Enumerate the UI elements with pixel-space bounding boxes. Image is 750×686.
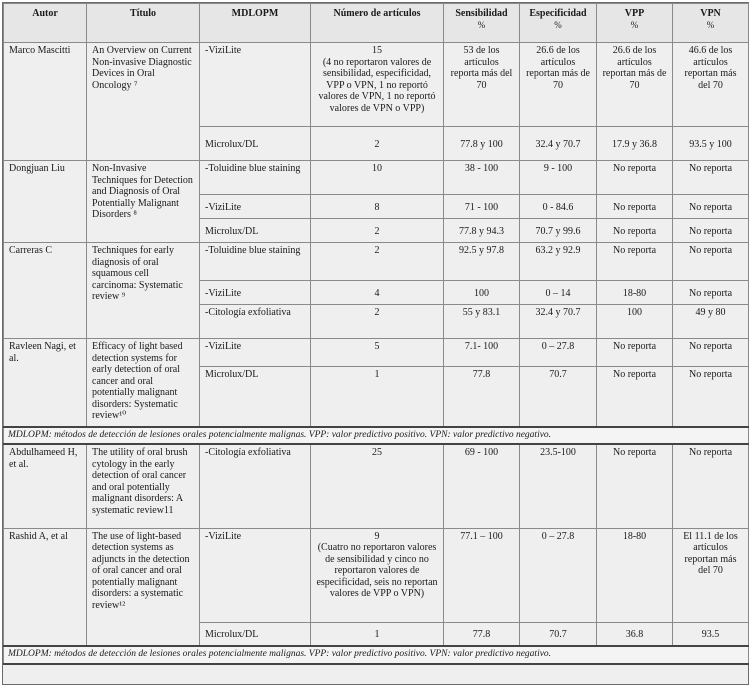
header-sensibilidad bbox=[444, 4, 520, 43]
cell-titulo: Non-Invasive Techniques for Detection and Diagnosis of Oral Potentially Malignant Disorders ⁸ bbox=[87, 161, 200, 243]
cell-especificidad: 70.7 y 99.6 bbox=[520, 219, 597, 243]
table-footnote: MDLOPM: métodos de detección de lesiones orales potencialmente malignas. VPP: valor predictivo positivo. VPN: valor predictivo negativo. bbox=[4, 646, 749, 664]
cell-especificidad: 63.2 y 92.9 bbox=[520, 243, 597, 281]
header-row bbox=[4, 4, 749, 43]
header-mdlopm: MDLOPM bbox=[200, 4, 311, 43]
cell-vpn: No reporta bbox=[673, 243, 749, 281]
table-row bbox=[4, 427, 749, 445]
cell-vpp: No reporta bbox=[597, 444, 673, 528]
cell-vpn: 46.6 de los artículos reportan más del 70 bbox=[673, 43, 749, 127]
cell-numero-note: (4 no reportaron valores de sensibilidad, especificidad, VPP o VPN, 1 no reportó valores de VPN, 1 no reportó valores de VPN o VPP) bbox=[318, 56, 436, 114]
cell-especificidad: 70.7 bbox=[520, 622, 597, 646]
cell-sensibilidad: 92.5 y 97.8 bbox=[444, 243, 520, 281]
header-numero: Número de artículos bbox=[311, 4, 444, 43]
cell-numero: 2 bbox=[311, 219, 444, 243]
cell-numero: 10 bbox=[311, 161, 444, 195]
cell-vpn: No reporta bbox=[673, 367, 749, 427]
header-autor: Autor bbox=[4, 4, 87, 43]
table-footnote: MDLOPM: métodos de detección de lesiones orales potencialmente malignas. VPP: valor predictivo positivo. VPN: valor predictivo negativo. bbox=[4, 427, 749, 445]
table-row bbox=[4, 444, 749, 528]
cell-numero bbox=[311, 43, 444, 127]
cell-vpn: 49 y 80 bbox=[673, 305, 749, 339]
cell-metodo: -Toluidine blue staining bbox=[200, 161, 311, 195]
cell-especificidad: 0 – 27.8 bbox=[520, 339, 597, 367]
header-especificidad-unit: % bbox=[554, 19, 562, 30]
cell-numero: 4 bbox=[311, 281, 444, 305]
header-vpp-label: VPP bbox=[624, 8, 645, 19]
cell-numero-value: 15 bbox=[372, 45, 382, 56]
cell-numero: 1 bbox=[311, 622, 444, 646]
cell-metodo: Microlux/DL bbox=[200, 219, 311, 243]
cell-vpp: 100 bbox=[597, 305, 673, 339]
cell-especificidad: 70.7 bbox=[520, 367, 597, 427]
cell-especificidad: 32.4 y 70.7 bbox=[520, 127, 597, 161]
cell-numero: 2 bbox=[311, 243, 444, 281]
cell-sensibilidad: 77.8 y 94.3 bbox=[444, 219, 520, 243]
cell-vpp: No reporta bbox=[597, 219, 673, 243]
cell-vpn: No reporta bbox=[673, 195, 749, 219]
cell-numero: 5 bbox=[311, 339, 444, 367]
cell-vpn: El 11.1 de los artículos reportan más del 70 bbox=[673, 528, 749, 622]
header-vpp-unit: % bbox=[630, 19, 639, 30]
cell-vpn: No reporta bbox=[673, 339, 749, 367]
cell-numero bbox=[311, 528, 444, 622]
cell-numero: 25 bbox=[311, 444, 444, 528]
cell-vpp: No reporta bbox=[597, 243, 673, 281]
cell-metodo: Microlux/DL bbox=[200, 367, 311, 427]
cell-numero-note: (Cuatro no reportaron valores de sensibilidad y cinco no reportaron valores de especificidad, seis no reportan valores de VPP o VPN) bbox=[316, 542, 438, 599]
cell-titulo: An Overview on Current Non-invasive Diagnostic Devices in Oral Oncology ⁷ bbox=[87, 43, 200, 161]
cell-titulo: Efficacy of light based detection systems for early detection of oral cancer and oral potentially malignant disorders: Systematic review¹⁰ bbox=[87, 339, 200, 427]
cell-numero: 8 bbox=[311, 195, 444, 219]
cell-metodo: Microlux/DL bbox=[200, 127, 311, 161]
header-especificidad bbox=[520, 4, 597, 43]
results-table bbox=[3, 3, 749, 665]
cell-sensibilidad: 69 - 100 bbox=[444, 444, 520, 528]
header-sensibilidad-unit: % bbox=[477, 19, 486, 30]
cell-vpp: No reporta bbox=[597, 195, 673, 219]
cell-sensibilidad: 77.8 bbox=[444, 367, 520, 427]
table-frame bbox=[2, 2, 749, 685]
cell-sensibilidad: 55 y 83.1 bbox=[444, 305, 520, 339]
cell-autor: Dongjuan Liu bbox=[4, 161, 87, 243]
cell-vpp: 18-80 bbox=[597, 528, 673, 622]
cell-especificidad: 0 – 27.8 bbox=[520, 528, 597, 622]
cell-vpp: 26.6 de los artículos reportan más de 70 bbox=[597, 43, 673, 127]
header-sensibilidad-label: Sensibilidad bbox=[455, 8, 508, 19]
cell-numero: 2 bbox=[311, 127, 444, 161]
cell-vpn: No reporta bbox=[673, 219, 749, 243]
cell-vpn: No reporta bbox=[673, 161, 749, 195]
cell-vpp: No reporta bbox=[597, 339, 673, 367]
cell-sensibilidad: 77.1 – 100 bbox=[444, 528, 520, 622]
cell-titulo: The use of light-based detection systems as adjuncts in the detection of oral cancer and oral potentially malignant disorders: a systematic review¹² bbox=[87, 528, 200, 646]
header-vpn bbox=[673, 4, 749, 43]
cell-metodo: -Citología exfoliativa bbox=[200, 305, 311, 339]
cell-metodo: -ViziLite bbox=[200, 528, 311, 622]
table-row bbox=[4, 528, 749, 622]
cell-vpp: 36.8 bbox=[597, 622, 673, 646]
table-row bbox=[4, 646, 749, 664]
cell-autor: Abdulhameed H, et al. bbox=[4, 444, 87, 528]
cell-metodo: -ViziLite bbox=[200, 195, 311, 219]
cell-sensibilidad: 38 - 100 bbox=[444, 161, 520, 195]
cell-especificidad: 0 – 14 bbox=[520, 281, 597, 305]
cell-titulo: Techniques for early diagnosis of oral squamous cell carcinoma: Systematic review ⁹ bbox=[87, 243, 200, 339]
cell-sensibilidad: 53 de los artículos reporta más del 70 bbox=[444, 43, 520, 127]
header-especificidad-label: Especificidad bbox=[529, 8, 587, 19]
cell-sensibilidad: 7.1- 100 bbox=[444, 339, 520, 367]
cell-vpp: No reporta bbox=[597, 161, 673, 195]
cell-autor: Rashid A, et al bbox=[4, 528, 87, 646]
table-row bbox=[4, 339, 749, 367]
cell-vpp: 17.9 y 36.8 bbox=[597, 127, 673, 161]
header-vpp bbox=[597, 4, 673, 43]
cell-vpn: No reporta bbox=[673, 444, 749, 528]
cell-sensibilidad: 100 bbox=[444, 281, 520, 305]
cell-vpn: No reporta bbox=[673, 281, 749, 305]
cell-especificidad: 26.6 de los artículos reportan más de 70 bbox=[520, 43, 597, 127]
cell-metodo: Microlux/DL bbox=[200, 622, 311, 646]
cell-sensibilidad: 77.8 bbox=[444, 622, 520, 646]
cell-especificidad: 0 - 84.6 bbox=[520, 195, 597, 219]
cell-metodo: -ViziLite bbox=[200, 339, 311, 367]
header-titulo: Título bbox=[87, 4, 200, 43]
cell-autor: Marco Mascitti bbox=[4, 43, 87, 161]
cell-especificidad: 32.4 y 70.7 bbox=[520, 305, 597, 339]
cell-especificidad: 23.5-100 bbox=[520, 444, 597, 528]
cell-metodo: -Toluidine blue staining bbox=[200, 243, 311, 281]
cell-vpn: 93.5 y 100 bbox=[673, 127, 749, 161]
cell-vpp: 18-80 bbox=[597, 281, 673, 305]
header-vpn-label: VPN bbox=[700, 8, 721, 19]
cell-numero: 1 bbox=[311, 367, 444, 427]
cell-numero: 2 bbox=[311, 305, 444, 339]
cell-titulo: The utility of oral brush cytology in the early detection of oral cancer and oral potentially malignant disorders: A systematic review11 bbox=[87, 444, 200, 528]
cell-vpp: No reporta bbox=[597, 367, 673, 427]
cell-autor: Carreras C bbox=[4, 243, 87, 339]
cell-metodo: -Citología exfoliativa bbox=[200, 444, 311, 528]
table-row bbox=[4, 161, 749, 195]
cell-autor: Ravleen Nagi, et al. bbox=[4, 339, 87, 427]
table-row bbox=[4, 243, 749, 281]
cell-metodo: -ViziLite bbox=[200, 281, 311, 305]
cell-vpn: 93.5 bbox=[673, 622, 749, 646]
cell-sensibilidad: 77.8 y 100 bbox=[444, 127, 520, 161]
cell-sensibilidad: 71 - 100 bbox=[444, 195, 520, 219]
cell-numero-value: 9 bbox=[374, 530, 380, 542]
table-row bbox=[4, 43, 749, 127]
cell-especificidad: 9 - 100 bbox=[520, 161, 597, 195]
cell-metodo: -ViziLite bbox=[200, 43, 311, 127]
header-vpn-unit: % bbox=[706, 19, 715, 30]
